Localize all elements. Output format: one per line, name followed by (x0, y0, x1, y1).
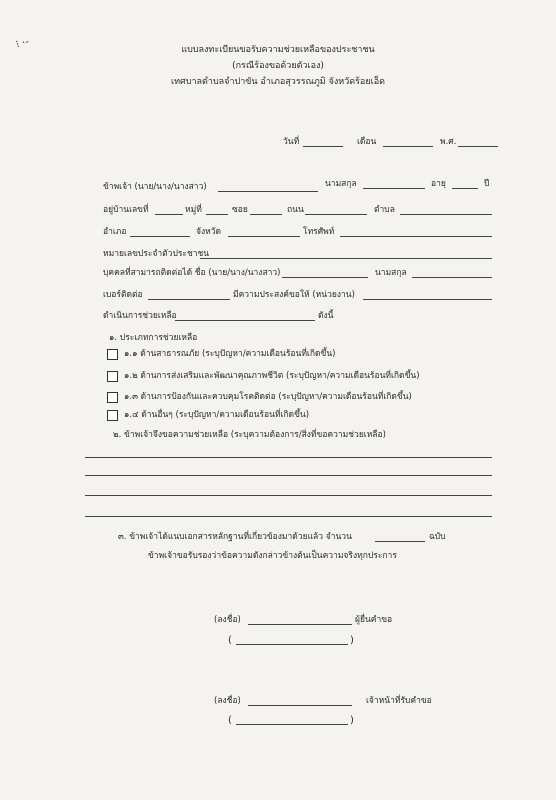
phone-field[interactable] (340, 236, 492, 237)
form-title: แบบลงทะเบียนขอรับความช่วยเหลือของประชาชน (181, 45, 375, 55)
officer-name-close-paren: ) (350, 715, 354, 726)
applicant-sign-label: (ลงชื่อ) (214, 615, 241, 625)
action-field[interactable] (175, 320, 315, 321)
year-field[interactable] (458, 146, 498, 147)
document-unit: ฉบับ (429, 532, 446, 542)
contact-phone-label: เบอร์ติดต่อ (103, 290, 143, 300)
request-line-3[interactable] (85, 495, 492, 496)
request-line-1[interactable] (85, 457, 492, 458)
applicant-name-close-paren: ) (350, 635, 354, 646)
officer-printed-name-field[interactable] (236, 724, 348, 725)
date-label: วันที่ (283, 137, 300, 147)
applicant-printed-name-field[interactable] (236, 644, 348, 645)
id-no-field[interactable] (200, 258, 492, 259)
option-disaster-checkbox[interactable] (107, 349, 118, 360)
moo-label: หมู่ที่ (185, 205, 202, 215)
option-disease-control-label: ๑.๓ ด้านการป้องกันและควบคุมโรคติดต่อ (ระบุปัญหา/ความเดือนร้อนที่เกิดขึ้น) (124, 392, 412, 402)
age-label: อายุ (431, 179, 446, 189)
section3-text: ๓. ข้าพเจ้าได้แนบเอกสารหลักฐานที่เกี่ยวข้องมาด้วยแล้ว จำนวน (118, 532, 352, 542)
as-follows-label: ดังนี้ (318, 311, 334, 321)
province-label: จังหวัด (196, 227, 222, 237)
id-no-label: หมายเลขประจำตัวประชาชน (103, 249, 210, 259)
age-field[interactable] (452, 188, 478, 189)
house-no-label: อยู่บ้านเลขที่ (103, 205, 149, 215)
form-org: เทศบาลตำบลจำปาขัน อำเภอสุวรรณภูมิ จังหวัดร้อยเอ็ด (171, 77, 385, 87)
house-no-field[interactable] (155, 214, 183, 215)
applicant-name-field[interactable] (218, 191, 318, 192)
amphoe-field[interactable] (130, 236, 190, 237)
document-count-field[interactable] (375, 541, 425, 542)
purpose-label: มีความประสงค์ขอให้ (หน่วยงาน) (233, 290, 355, 300)
officer-role: เจ้าหน้าที่รับคำขอ (366, 696, 432, 706)
amphoe-label: อำเภอ (103, 227, 127, 237)
contact-phone-field[interactable] (148, 299, 230, 300)
month-field[interactable] (383, 146, 433, 147)
contact-surname-label: นามสกุล (375, 268, 407, 278)
moo-field[interactable] (206, 214, 228, 215)
phone-label: โทรศัพท์ (303, 227, 335, 237)
option-quality-of-life-label: ๑.๒ ด้านการส่งเสริมและพัฒนาคุณภาพชีวิต (ระบุปัญหา/ความเดือนร้อนที่เกิดขึ้น) (124, 371, 420, 381)
option-other-label: ๑.๔ ด้านอื่นๆ (ระบุปัญหา/ความเดือนร้อนที่เกิดขึ้น) (124, 410, 310, 420)
contact-person-label: บุคคลที่สามารถติดต่อได้ ชื่อ (นาย/นาง/นางสาว) (103, 268, 281, 278)
tambon-field[interactable] (400, 214, 492, 215)
tambon-label: ตำบล (374, 205, 395, 215)
request-line-2[interactable] (85, 475, 492, 476)
officer-name-open-paren: ( (228, 715, 232, 726)
province-field[interactable] (228, 236, 300, 237)
date-field[interactable] (303, 146, 343, 147)
applicant-sign-field[interactable] (248, 624, 352, 625)
applicant-surname-field[interactable] (363, 188, 425, 189)
contact-person-field[interactable] (282, 277, 368, 278)
option-disease-control-checkbox[interactable] (107, 392, 118, 403)
request-line-4[interactable] (85, 516, 492, 517)
applicant-name-open-paren: ( (228, 635, 232, 646)
option-quality-of-life-checkbox[interactable] (107, 371, 118, 382)
applicant-surname-label: นามสกุล (325, 179, 357, 189)
section2-heading: ๒. ข้าพเจ้าจึงขอความช่วยเหลือ (ระบุความต้องการ/สิ่งที่ขอความช่วยเหลือ) (113, 430, 386, 440)
corner-scribble: ⁝ ·- (14, 36, 31, 51)
action-label: ดำเนินการช่วยเหลือ (103, 311, 177, 321)
road-label: ถนน (287, 205, 304, 215)
option-disaster-label: ๑.๑ ด้านสาธารณภัย (ระบุปัญหา/ความเดือนร้อนที่เกิดขึ้น) (124, 349, 336, 359)
applicant-role: ผู้ยื่นคำขอ (355, 615, 393, 625)
month-label: เดือน (357, 137, 377, 147)
applicant-name-label: ข้าพเจ้า (นาย/นาง/นางสาว) (103, 182, 207, 192)
form-subtitle: (กรณีร้องขอด้วยตัวเอง) (232, 61, 324, 71)
year-label: พ.ศ. (440, 137, 457, 147)
option-other-checkbox[interactable] (107, 410, 118, 421)
officer-sign-label: (ลงชื่อ) (214, 696, 241, 706)
officer-sign-field[interactable] (248, 705, 352, 706)
section1-heading: ๑. ประเภทการช่วยเหลือ (109, 333, 198, 343)
soi-label: ซอย (232, 205, 248, 215)
certify-text: ข้าพเจ้าขอรับรองว่าข้อความดังกล่าวข้างต้นเป็นความจริงทุกประการ (148, 551, 397, 561)
age-unit: ปี (484, 179, 490, 189)
purpose-field[interactable] (363, 299, 492, 300)
road-field[interactable] (305, 214, 367, 215)
contact-surname-field[interactable] (412, 277, 492, 278)
soi-field[interactable] (250, 214, 282, 215)
